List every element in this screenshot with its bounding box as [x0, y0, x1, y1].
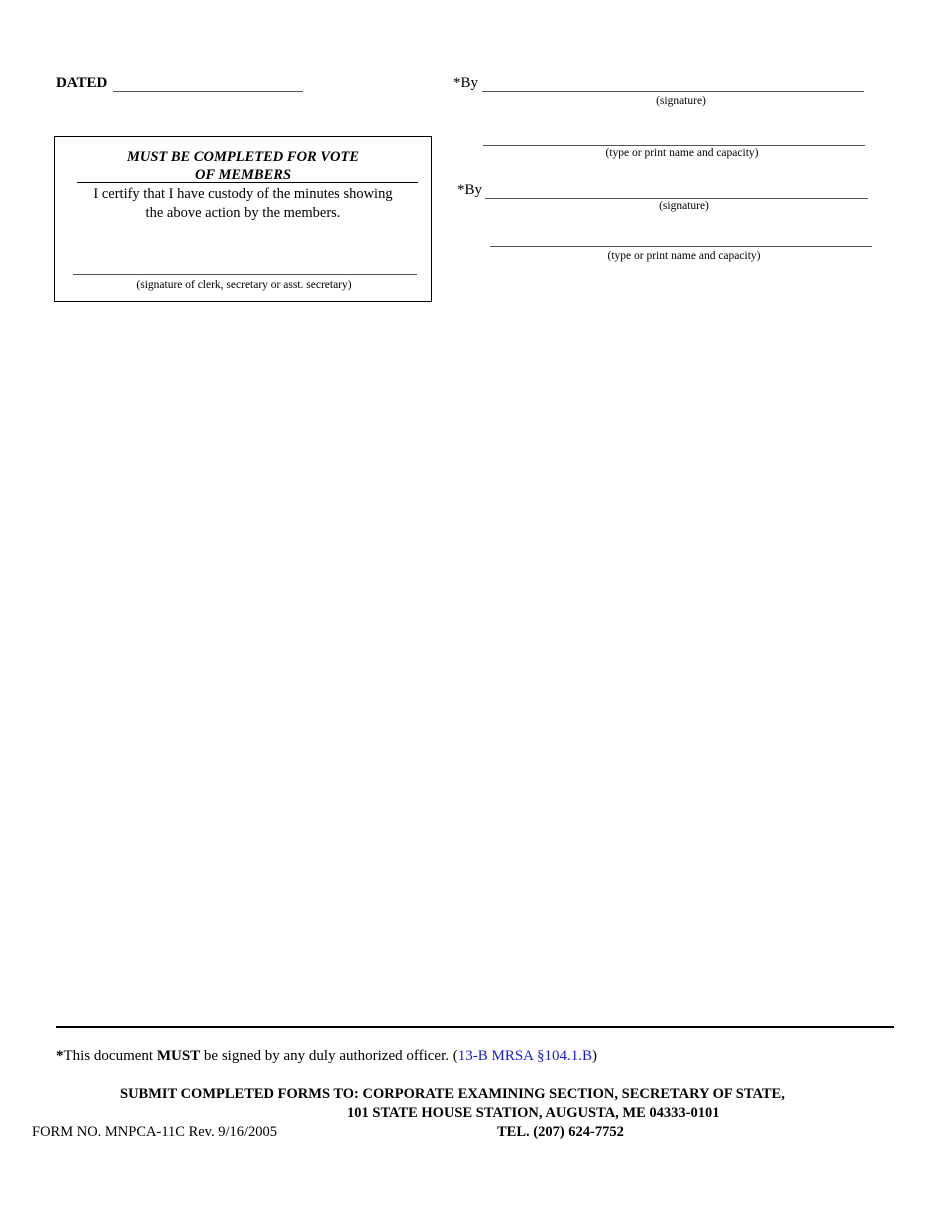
signature-caption-1: (signature) — [656, 95, 706, 107]
dated-label: DATED — [56, 75, 108, 91]
telephone: TEL. (207) 624-7752 — [497, 1124, 624, 1140]
signature-caption-2: (signature) — [659, 200, 709, 212]
name-capacity-line-1[interactable] — [483, 145, 865, 146]
signature-line-1[interactable] — [482, 91, 864, 92]
dated-field[interactable] — [113, 91, 303, 92]
officer-note — [56, 1048, 597, 1065]
submit-line-2: 101 STATE HOUSE STATION, AUGUSTA, ME 04333-0101 — [347, 1105, 720, 1121]
statute-link[interactable]: 13-B MRSA §104.1.B — [457, 1048, 592, 1064]
by-label-2: *By — [457, 182, 483, 198]
note-close: ) — [591, 1048, 597, 1064]
by-label-1: *By — [453, 75, 479, 91]
footer-rule — [56, 1026, 894, 1028]
clerk-signature-caption: (signature of clerk, secretary or asst. secretary) — [136, 279, 352, 291]
note-prefix: This document — [63, 1048, 157, 1064]
vote-box-certify-line2: the above action by the members. — [145, 205, 341, 221]
note-asterisk: * — [56, 1048, 64, 1064]
vote-certification-box — [54, 136, 432, 302]
vote-box-title-line1: MUST BE COMPLETED FOR VOTE — [126, 149, 360, 165]
signature-line-2[interactable] — [485, 198, 868, 199]
name-capacity-line-2[interactable] — [490, 246, 872, 247]
name-capacity-caption-1: (type or print name and capacity) — [605, 147, 759, 159]
vote-box-certify-line1: I certify that I have custody of the minutes showing — [93, 186, 393, 202]
note-must: MUST — [156, 1048, 201, 1064]
clerk-signature-line[interactable] — [73, 274, 417, 275]
note-suffix: be signed by any duly authorized officer. ( — [200, 1048, 458, 1064]
vote-box-title-rule — [77, 182, 418, 183]
submit-line-1: SUBMIT COMPLETED FORMS TO: CORPORATE EXAMINING SECTION, SECRETARY OF STATE, — [120, 1086, 785, 1102]
name-capacity-caption-2: (type or print name and capacity) — [607, 250, 761, 262]
vote-box-title-line2: OF MEMBERS — [194, 167, 292, 183]
form-number: FORM NO. MNPCA-11C Rev. 9/16/2005 — [32, 1124, 278, 1140]
